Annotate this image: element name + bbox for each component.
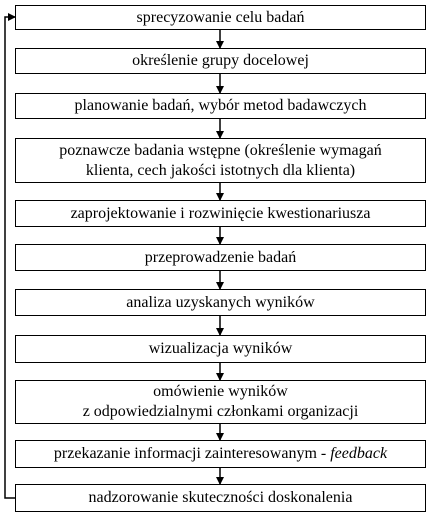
step-6-box bbox=[15, 244, 426, 271]
step-10-box bbox=[15, 440, 426, 468]
step-4-text-line-1: poznawcze badania wstępne (określenie wymagań bbox=[59, 141, 382, 159]
step-5-text: zaprojektowanie i rozwinięcie kwestionariusza bbox=[70, 204, 371, 222]
step-11-text: nadzorowanie skuteczności doskonalenia bbox=[88, 489, 353, 506]
step-7-box bbox=[15, 289, 426, 316]
step-1-box bbox=[15, 5, 426, 30]
step-10-text-main: przekazanie informacji zainteresowanym - bbox=[53, 445, 331, 462]
step-8-text: wizualizacja wyników bbox=[148, 340, 293, 357]
step-5-box bbox=[15, 200, 426, 227]
step-3-text: planowanie badań, wybór metod badawczych bbox=[74, 97, 367, 114]
step-9-text-line-2: z odpowiedzialnymi członkami organizacji bbox=[82, 403, 359, 420]
step-9-text-line-1: omówienie wyników bbox=[153, 383, 288, 400]
step-4-text-line-2: klienta, cech jakości istotnych dla klienta) bbox=[85, 161, 356, 179]
step-2-box bbox=[15, 48, 426, 74]
step-9-box bbox=[15, 380, 426, 424]
step-7-text: analiza uzyskanych wyników bbox=[126, 293, 315, 311]
step-10-text bbox=[54, 444, 387, 464]
step-8-box bbox=[15, 335, 426, 363]
feedback-loop-arrow bbox=[5, 17, 15, 498]
step-1-text: sprecyzowanie celu badań bbox=[136, 8, 305, 26]
step-3-box bbox=[15, 93, 426, 119]
step-4-box bbox=[15, 138, 426, 183]
step-11-box bbox=[15, 484, 426, 512]
step-2-text: określenie grupy docelowej bbox=[132, 52, 309, 69]
step-10-text-italic: feedback bbox=[330, 445, 388, 462]
step-6-text: przeprowadzenie badań bbox=[144, 248, 297, 266]
